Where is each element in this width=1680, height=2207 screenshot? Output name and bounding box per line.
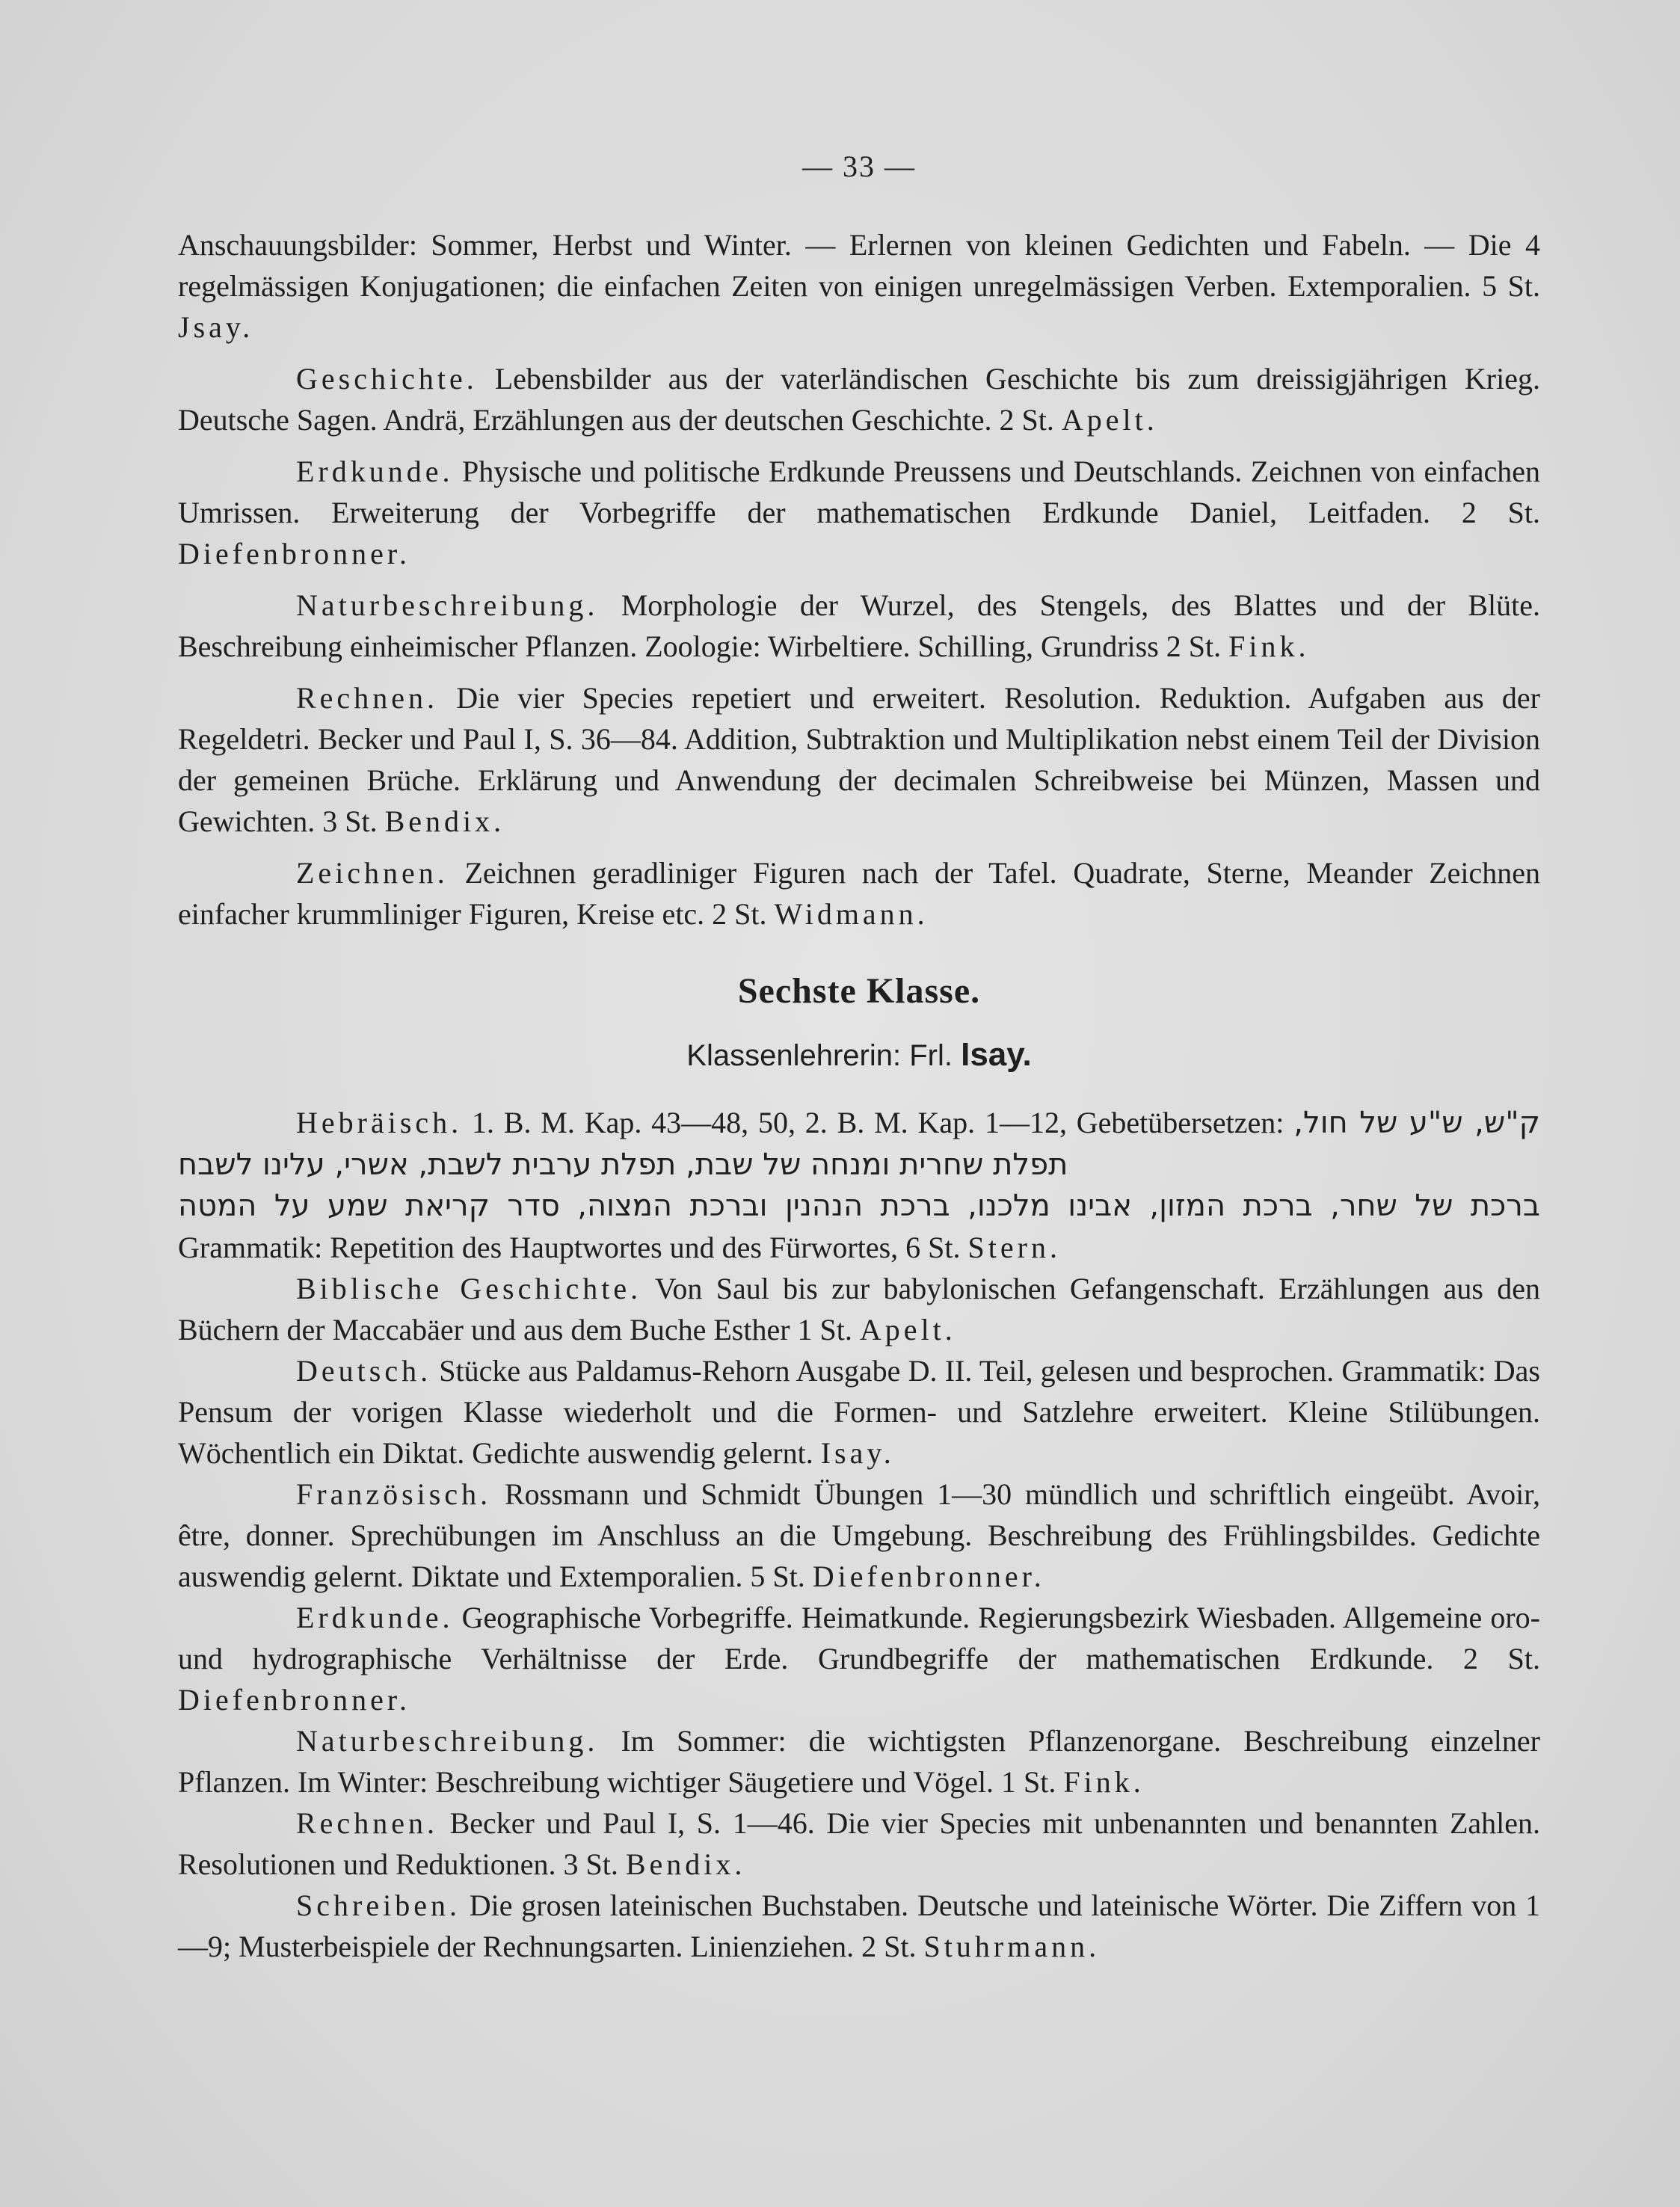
- paragraph-naturbeschreibung-6: [178, 1720, 1540, 1803]
- teacher-name: Stern.: [967, 1231, 1061, 1264]
- paragraph-text: Die grosen lateinischen Buchstaben. Deutsche und lateinische Wörter. Die Ziffern von 1—9; Musterbeispiele der Rechnungsarten. Linienziehen. 2 St.: [178, 1889, 1540, 1963]
- teacher-name: Fink.: [1228, 630, 1310, 663]
- paragraph-french-continued: [178, 224, 1540, 348]
- subject-label: Deutsch.: [296, 1354, 432, 1388]
- class-teacher-label: Klassenlehrerin: Frl.: [686, 1039, 953, 1072]
- teacher-name: Diefenbronner.: [178, 537, 411, 570]
- teacher-name: Fink.: [1063, 1765, 1145, 1799]
- paragraph-zeichnen: [178, 852, 1540, 935]
- subject-label: Naturbeschreibung.: [296, 1724, 599, 1758]
- subject-label: Schreiben.: [296, 1889, 461, 1922]
- paragraph-geschichte: [178, 358, 1540, 440]
- paragraph-text: Geographische Vorbegriffe. Heimatkunde. Regierungsbezirk Wiesbaden. Allgemeine oro- und hydrographische Verhältnisse der Erde. Grundbegriffe der mathematischen Erdkunde. 2 St.: [178, 1601, 1540, 1675]
- paragraph-text: Physische und politische Erdkunde Preussens und Deutschlands. Zeichnen von einfachen Umrissen. Erweiterung der Vorbegriffe der mathematischen Erdkunde Daniel, Leitfaden. 2 St.: [178, 455, 1541, 529]
- teacher-name: Jsay.: [178, 310, 254, 344]
- teacher-name: Bendix.: [625, 1847, 746, 1881]
- class-teacher-line: [178, 1034, 1540, 1077]
- teacher-name: Apelt.: [1061, 403, 1158, 437]
- subject-label: Rechnen.: [296, 1806, 438, 1840]
- paragraph-erdkunde: [178, 451, 1540, 574]
- subject-label: Hebräisch.: [296, 1106, 463, 1139]
- subject-label: Rechnen.: [296, 681, 438, 715]
- paragraph-text: 1. B. M. Kap. 43—48, 50, 2. B. M. Kap. 1—12, Gebetübersetzen:: [471, 1106, 1284, 1139]
- paragraph-deutsch: [178, 1350, 1540, 1474]
- hebrew-prayers-line-1: ק"ש, ש"ע של חול, תפלת שחרית ומנחה של שבת, תפלת ערבית לשבת, אשרי, עלינו לשבח: [178, 1106, 1541, 1182]
- page-number: — 33 —: [802, 150, 916, 183]
- subject-label: Zeichnen.: [296, 856, 449, 890]
- page-content: [178, 146, 1540, 1967]
- paragraph-text: Becker und Paul I, S. 1—46. Die vier Species mit unbenannten und benannten Zahlen. Resolutionen und Reduktionen. 3 St.: [178, 1806, 1541, 1881]
- paragraph-text: Rossmann und Schmidt Übungen 1—30 mündlich und schriftlich eingeübt. Avoir, être, donner. Sprechübungen im Anschluss an die Umgebung. Beschreibung des Frühlingsbildes. Gedichte auswendig gelernt. Diktate und Extemporalien. 5 St.: [178, 1477, 1540, 1593]
- paragraph-text: Grammatik: Repetition des Hauptwortes und des Fürwortes, 6 St.: [178, 1231, 961, 1264]
- subject-label: Erdkunde.: [296, 1601, 454, 1634]
- teacher-name: Stuhrmann.: [923, 1930, 1101, 1963]
- paragraph-text: Zeichnen geradliniger Figuren nach der Tafel. Quadrate, Sterne, Meander Zeichnen einfacher krummliniger Figuren, Kreise etc. 2 St.: [178, 856, 1540, 931]
- paragraph-rechnen-6: [178, 1803, 1540, 1885]
- paragraph-text: Anschauungsbilder: Sommer, Herbst und Winter. — Erlernen von kleinen Gedichten und Fabeln. — Die 4 regelmässigen Konjugationen; die einfachen Zeiten von einigen unregelmässigen Verben. Extemporalien. 5 St.: [178, 228, 1540, 303]
- teacher-name: Apelt.: [859, 1313, 956, 1346]
- paragraph-text: Von Saul bis zur babylonischen Gefangenschaft. Erzählungen aus den Büchern der Maccabäer und aus dem Buche Esther 1 St.: [178, 1272, 1540, 1346]
- paragraph-text: Stücke aus Paldamus-Rehorn Ausgabe D. II. Teil, gelesen und besprochen. Grammatik: Das Pensum der vorigen Klasse wiederholt und die Formen- und Satzlehre erweitert. Kleine Stilübungen. Wöchentlich ein Diktat. Gedichte auswendig gelernt.: [178, 1354, 1540, 1470]
- teacher-name: Bendix.: [384, 804, 505, 838]
- section-heading: Sechste Klasse.: [737, 971, 981, 1011]
- paragraph-rechnen: [178, 677, 1540, 842]
- subject-label: Naturbeschreibung.: [296, 588, 599, 622]
- subject-label: Geschichte.: [296, 362, 478, 395]
- subject-label: Erdkunde.: [296, 455, 454, 488]
- teacher-name: Widmann.: [774, 897, 929, 931]
- paragraph-hebraeisch: [178, 1102, 1540, 1186]
- teacher-name: Diefenbronner.: [178, 1683, 411, 1717]
- paragraph-text: Morphologie der Wurzel, des Stengels, des Blattes und der Blüte. Beschreibung einheimischer Pflanzen. Zoologie: Wirbeltiere. Schilling, Grundriss 2 St.: [178, 588, 1541, 663]
- paragraph-text: Die vier Species repetiert und erweitert. Resolution. Reduktion. Aufgaben aus der Regeldetri. Becker und Paul I, S. 36—84. Addition, Subtraktion und Multiplikation nebst einem Teil der Division der gemeinen Brüche. Erklärung und Anwendung der decimalen Schreibweise bei Münzen, Massen und Gewichten. 3 St.: [178, 681, 1541, 838]
- paragraph-text: Im Sommer: die wichtigsten Pflanzenorgane. Beschreibung einzelner Pflanzen. Im Winter: Beschreibung wichtiger Säugetiere und Vögel. 1 St.: [178, 1724, 1540, 1799]
- paragraph-franzoesisch: [178, 1474, 1540, 1597]
- subject-label: Französisch.: [296, 1477, 492, 1511]
- sixth-class-body: [178, 1102, 1540, 1967]
- paragraph-schreiben: [178, 1885, 1540, 1967]
- teacher-name: Diefenbronner.: [812, 1560, 1045, 1593]
- paragraph-biblische-geschichte: [178, 1268, 1540, 1350]
- paragraph-erdkunde-6: [178, 1597, 1540, 1720]
- paragraph-naturbeschreibung: [178, 585, 1540, 667]
- subject-label: Biblische Geschichte.: [296, 1272, 642, 1305]
- paragraph-hebraeisch-grammar: [178, 1227, 1540, 1268]
- paragraph-text: Lebensbilder aus der vaterländischen Geschichte bis zum dreissigjährigen Krieg. Deutsche Sagen. Andrä, Erzählungen aus der deutschen Geschichte. 2 St.: [178, 362, 1540, 437]
- hebrew-prayers-line-2: ברכת של שחר, ברכת המזון, אבינו מלכנו, ברכת הנהנין וברכת המצוה, סדר קריאת שמע על המטה: [178, 1189, 1540, 1223]
- class-teacher-name: Isay.: [961, 1036, 1032, 1073]
- teacher-name: Isay.: [820, 1436, 895, 1470]
